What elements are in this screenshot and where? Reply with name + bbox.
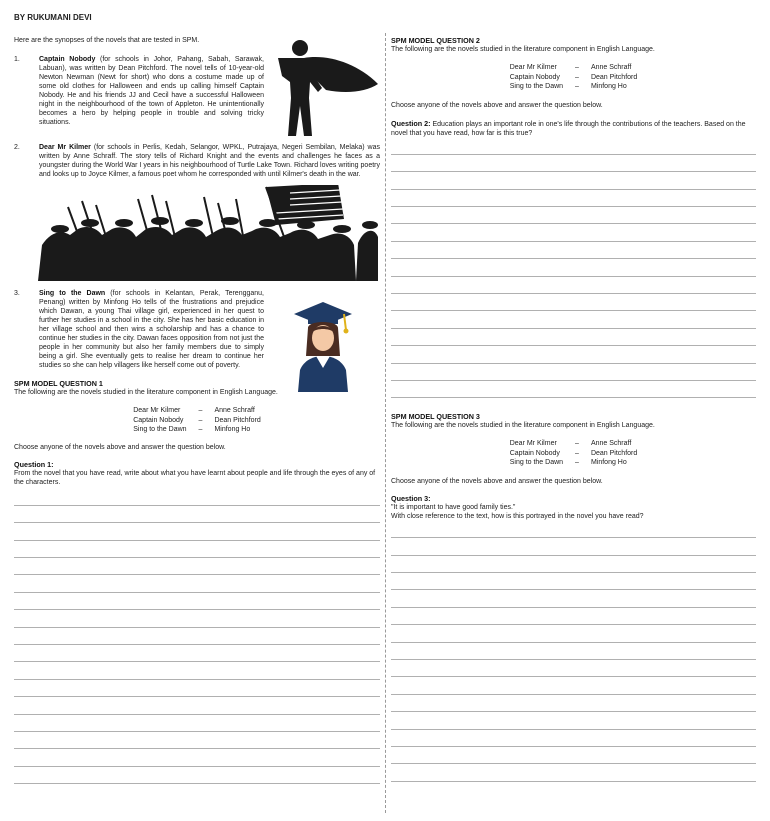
- novel-author: Anne Schraff: [214, 407, 255, 414]
- question-instruction: Choose anyone of the novels above and answer the question below.: [391, 101, 603, 109]
- answer-line[interactable]: [14, 680, 380, 697]
- answer-line[interactable]: [391, 608, 756, 625]
- answer-lines-q2[interactable]: [391, 138, 756, 399]
- novel-title: Sing to the Dawn: [133, 426, 187, 433]
- answer-line[interactable]: [391, 277, 756, 294]
- answer-line[interactable]: [391, 190, 756, 207]
- question-heading: SPM MODEL QUESTION 3: [391, 412, 480, 422]
- novel-title: Dear Mr Kilmer: [39, 144, 91, 151]
- answer-line[interactable]: [14, 575, 380, 592]
- novel-title: Sing to the Dawn: [509, 83, 564, 90]
- novel-title: Dear Mr Kilmer: [133, 407, 181, 414]
- answer-line[interactable]: [14, 628, 380, 645]
- question-intro: The following are the novels studied in the literature component in English Language.: [391, 46, 655, 53]
- answer-line[interactable]: [391, 207, 756, 224]
- answer-line[interactable]: [391, 538, 756, 555]
- answer-line[interactable]: [391, 329, 756, 346]
- answer-line[interactable]: [391, 242, 756, 259]
- table-row: [506, 439, 642, 449]
- novel-author: Minfong Ho: [590, 83, 627, 90]
- novel-title: Sing to the Dawn: [509, 459, 564, 467]
- spm-question-1: [14, 379, 380, 784]
- question-intro: The following are the novels studied in the literature component in English Language.: [14, 389, 278, 396]
- answer-line[interactable]: [391, 259, 756, 276]
- novel-synopsis-text: (for schools in Perlis, Kedah, Selangor, WPKL, Putrajaya, Negeri Sembilan, Melaka) was written by Anne Schraff. The story tells of Richard Knight and the events and challenges he faces as a youngster during the World War I years in his neighbourhood of Turtle Lake Town. Richard loves writing poetry and looks up to Joyce Kilmer, a famous poet whom he corresponded with until Kilmer's death in the war.: [39, 144, 380, 178]
- spm-question-3: [391, 412, 756, 781]
- answer-line[interactable]: [14, 593, 380, 610]
- novel-author-table: [506, 63, 642, 92]
- question-heading: SPM MODEL QUESTION 1: [14, 379, 103, 388]
- dash: –: [198, 416, 203, 424]
- novel-title: Dear Mr Kilmer: [509, 64, 557, 71]
- novel-number: 3.: [14, 290, 20, 297]
- table-row: [506, 82, 642, 92]
- answer-line[interactable]: [14, 767, 380, 784]
- dash: –: [198, 407, 203, 414]
- novel-title: Captain Nobody: [133, 416, 184, 424]
- captain-nobody-silhouette: [276, 36, 380, 140]
- answer-line[interactable]: [391, 764, 756, 781]
- answer-line[interactable]: [391, 660, 756, 677]
- answer-line[interactable]: [391, 155, 756, 172]
- novel-title: Sing to the Dawn: [39, 290, 106, 297]
- answer-line[interactable]: [14, 697, 380, 714]
- novel-synopsis-text: (for schools in Johor, Pahang, Sabah, Sarawak, Labuan), was written by Dean Pitchford. The novel tells of 10-year-old Newton Newman (Newt for short) who dons a costume made up of some old clothes for Halloween and ends up calling himself Captain Nobody. He and his friends JJ and Cecil have a successful Halloween night in the neighbourhood of the town of Appleton. He unintentionally becomes a hero by helping people in trouble and solving tricky situations.: [39, 56, 264, 126]
- question-quote: "It is important to have good family ties.": [391, 503, 516, 511]
- novel-author: Anne Schraff: [590, 64, 632, 71]
- answer-line[interactable]: [14, 645, 380, 662]
- dash: –: [575, 73, 579, 81]
- intro-text: Here are the synopses of the novels that are tested in SPM.: [14, 37, 200, 44]
- answer-line[interactable]: [391, 381, 756, 398]
- answer-line[interactable]: [14, 732, 380, 749]
- answer-line[interactable]: [391, 590, 756, 607]
- answer-line[interactable]: [391, 625, 756, 642]
- novel-author: Dean Pitchford: [590, 73, 638, 81]
- novel-title: Captain Nobody: [509, 449, 560, 457]
- question-intro: The following are the novels studied in the literature component in English Language.: [391, 422, 655, 430]
- answer-line[interactable]: [391, 172, 756, 189]
- soldiers-silhouette: [38, 185, 378, 281]
- answer-line[interactable]: [391, 573, 756, 590]
- question-instruction: Choose anyone of the novels above and answer the question below.: [391, 477, 603, 485]
- right-column: [391, 36, 756, 782]
- question-text: With close reference to the text, how is this portrayed in the novel you have read?: [391, 512, 644, 520]
- table-row: [506, 458, 642, 468]
- novel-synopsis-text: (for schools in Kelantan, Perak, Terengganu, Penang) written by Minfong Ho tells of the frustrations and prejudice which Dawan, a young Thai village girl, experienced in her quest to further her studies in a school in the city. She has her basic education in her village school and then wins a scholarship and has a chance to continue her studies in the city. Dawan faces opposition from not just the people in her community but also her family members due to simply being a girl. She eventually gets to realise her dream to continue her studies so she can help villagers like herself come out of poverty.: [39, 290, 264, 369]
- question-text: Education plays an important role in one's life through the contributions of the teachers. Based on the novel that you have read, how far is this true?: [391, 120, 746, 137]
- novel-title: Captain Nobody: [509, 73, 560, 81]
- dash: –: [198, 426, 203, 433]
- question-label: Question 2:: [391, 118, 431, 128]
- answer-line[interactable]: [14, 489, 380, 506]
- left-column: [14, 36, 380, 784]
- byline: BY RUKUMANI DEVI: [14, 13, 92, 22]
- novel-author: Minfong Ho: [590, 459, 627, 467]
- answer-line[interactable]: [391, 677, 756, 694]
- answer-line[interactable]: [14, 558, 380, 575]
- question-label: Question 1:: [14, 459, 54, 469]
- graduate-girl-icon: [288, 298, 358, 392]
- answer-line[interactable]: [391, 311, 756, 328]
- answer-line[interactable]: [391, 364, 756, 381]
- novel-title: Dear Mr Kilmer: [509, 440, 557, 448]
- answer-line[interactable]: [14, 523, 380, 540]
- novel-author-table: [506, 439, 642, 468]
- answer-lines-q1[interactable]: [14, 489, 380, 785]
- novel-synopsis-1: [14, 55, 264, 127]
- table-row: [506, 449, 642, 459]
- answer-line[interactable]: [14, 662, 380, 679]
- question-label: Question 3:: [391, 493, 431, 503]
- answer-line[interactable]: [14, 610, 380, 627]
- answer-lines-q3[interactable]: [391, 521, 756, 782]
- table-row: [506, 63, 642, 73]
- novel-author: Minfong Ho: [214, 426, 251, 433]
- novel-author-table: [129, 406, 265, 435]
- novel-synopsis-3: [14, 289, 264, 370]
- question-heading: SPM MODEL QUESTION 2: [391, 36, 480, 45]
- table-row: [129, 416, 265, 426]
- column-divider: [385, 33, 386, 813]
- table-row: [506, 73, 642, 83]
- answer-line[interactable]: [391, 730, 756, 747]
- answer-line[interactable]: [391, 747, 756, 764]
- novel-synopsis-2: [14, 143, 380, 179]
- spm-question-2: [391, 36, 756, 398]
- dash: –: [575, 64, 579, 71]
- answer-line[interactable]: [391, 556, 756, 573]
- answer-line[interactable]: [14, 541, 380, 558]
- novel-author: Dean Pitchford: [590, 449, 638, 457]
- dash: –: [575, 440, 579, 448]
- answer-line[interactable]: [391, 712, 756, 729]
- answer-line[interactable]: [391, 346, 756, 363]
- answer-line[interactable]: [391, 138, 756, 155]
- novel-number: 1.: [14, 56, 20, 63]
- answer-line[interactable]: [391, 294, 756, 311]
- answer-line[interactable]: [14, 749, 380, 766]
- answer-line[interactable]: [14, 506, 380, 523]
- answer-line[interactable]: [391, 695, 756, 712]
- dash: –: [575, 459, 579, 467]
- novel-author: Anne Schraff: [590, 440, 632, 448]
- novel-title: Captain Nobody: [39, 56, 96, 63]
- table-row: [129, 406, 265, 416]
- answer-line[interactable]: [391, 643, 756, 660]
- answer-line[interactable]: [391, 224, 756, 241]
- question-text: From the novel that you have read, write about what you have learnt about people and life through the eyes of any of the characters.: [14, 469, 376, 486]
- table-row: [129, 425, 265, 435]
- dash: –: [575, 449, 579, 457]
- novel-author: Dean Pitchford: [214, 416, 261, 424]
- question-instruction: Choose anyone of the novels above and answer the question below.: [14, 443, 226, 451]
- answer-line[interactable]: [14, 715, 380, 732]
- dash: –: [575, 83, 579, 90]
- novel-number: 2.: [14, 144, 20, 151]
- answer-line[interactable]: [391, 521, 756, 538]
